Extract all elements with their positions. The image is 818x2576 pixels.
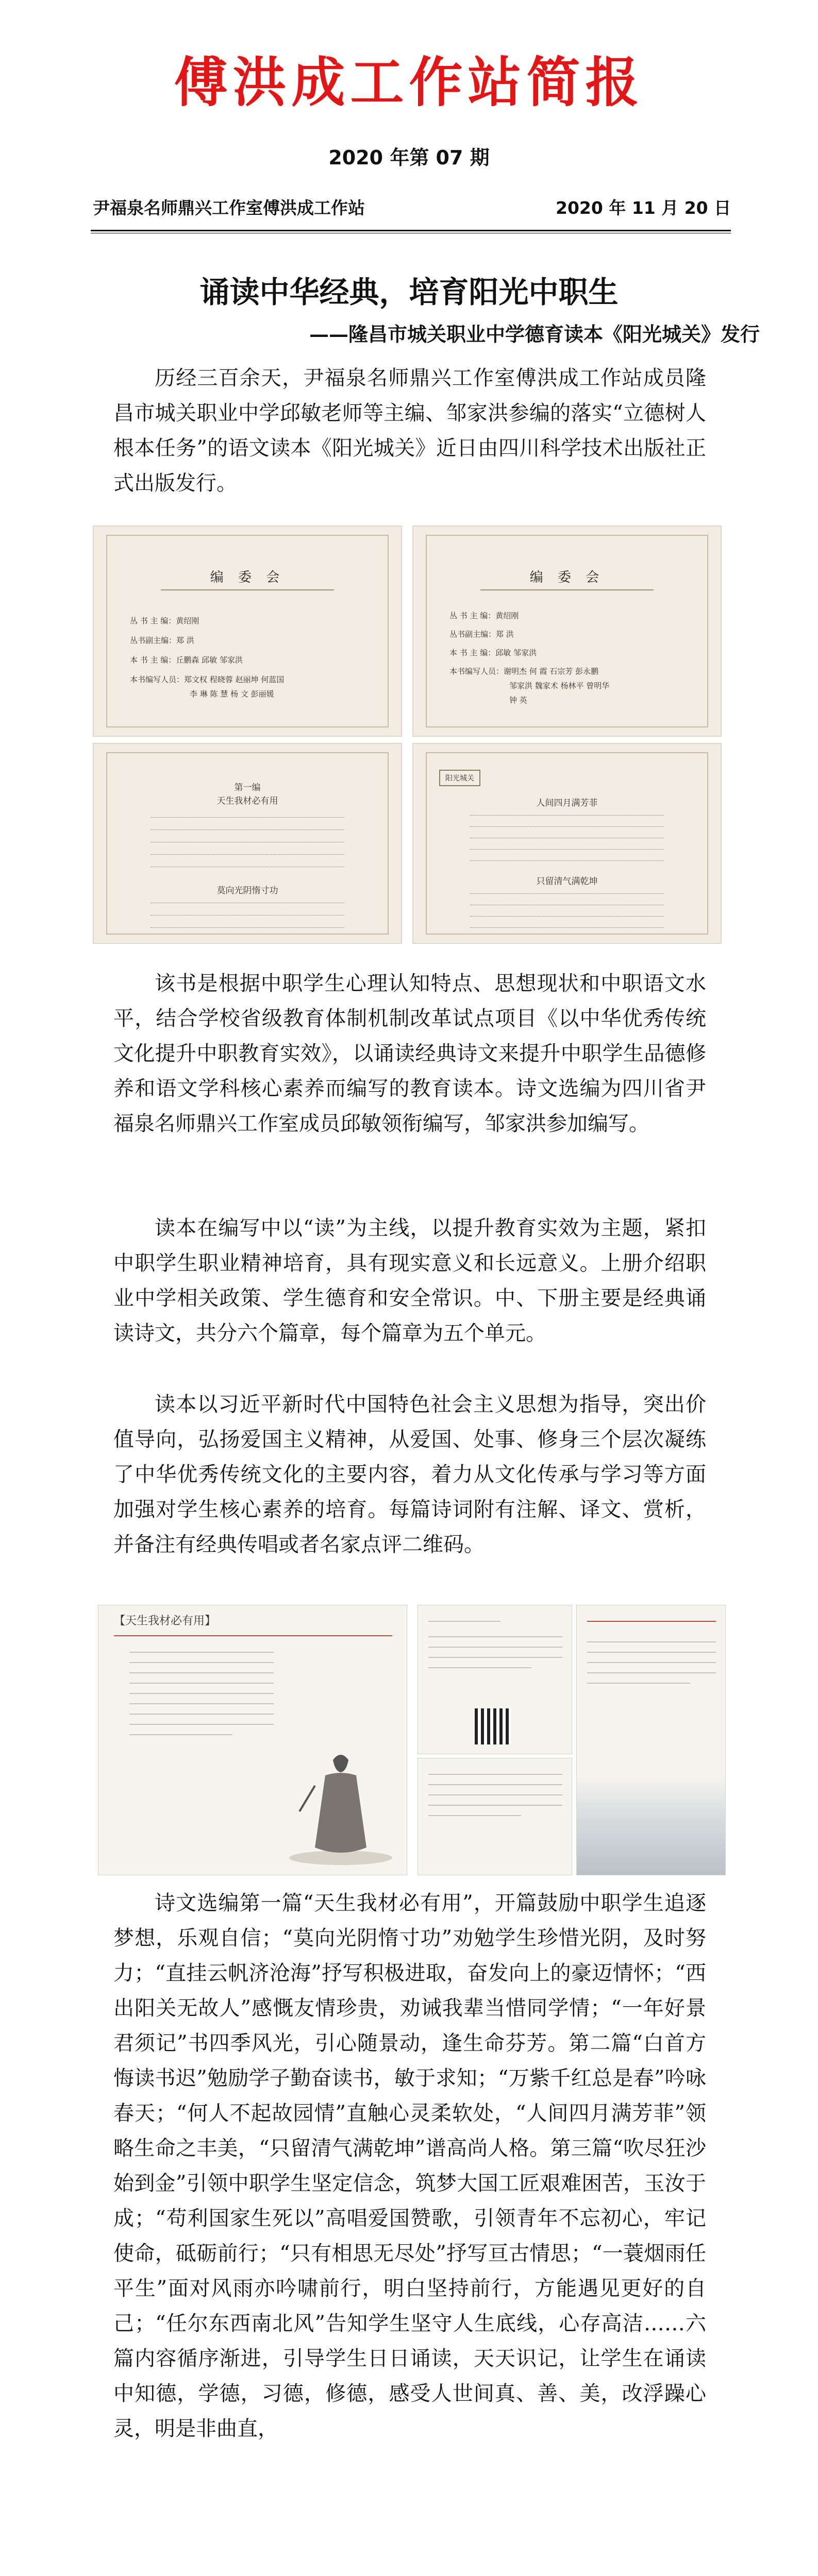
ink-figure-illustration xyxy=(284,1739,397,1868)
article-paragraph: 诗文选编第一篇“天生我材必有用”，开篇鼓励中职学生追逐梦想，乐观自信；“莫向光阴惰寸功”劝勉学生珍惜光阴，及时努力；“直挂云帆济沧海”抒写积极进取，奋发向上的豪迈情怀；“西出阳关无故人”感慨友情珍贵，劝诫我辈当惜同学情；“一年好景君须记”书四季风光，引心随景动，逢生命芬芳。第二篇“白首方悔读书迟”勉励学子勤奋读书，敏于求知；“万紫千红总是春”吟咏春天；“何人不起故园情”直触心灵柔软处，“人间四月满芳菲”领略生命之丰美，“只留清气满乾坤”谱高尚人格。第三篇“吹尽狂沙始到金”引领中职学生坚定信念，筑梦大国工匠艰难困苦，玉汝于成；“苟利国家生死以”高唱爱国赞歌，引领青年不忘初心，牢记使命，砥砺前行；“只有相思无尽处”抒写亘古情思；“一蓑烟雨任平生”面对风雨亦吟啸前行，明白坚持前行，方能遇见更好的自己；“任尔东西南北风”告知学生坚守人生底线，心存高洁……六篇内容循序渐进，引导学生日日诵读，天天识记，让学生在诵读中知德，学德，习德，修德，感受人世间真、善、美，改浮躁心灵，明是非曲直， xyxy=(113,1891,706,2441)
article-paragraph: 读本以习近平新时代中国特色社会主义思想为指导，突出价值导向，弘扬爱国主义精神，从爱国、处事、修身三个层次凝练了中华优秀传统文化的主要内容，着力从文化传承与学习等方面加强对学生核心素养的培育。每篇诗词附有注解、译文、赏析，并备注有经典传唱或者名家点评二维码。 xyxy=(113,1393,706,1556)
editorial-credit: 邹家洪 魏家术 杨林平 曾明华 xyxy=(509,681,610,690)
editorial-title: 编 委 会 xyxy=(529,570,605,585)
publisher-line: 尹福泉名师鼎兴工作室傅洪成工作站 xyxy=(93,198,365,218)
photo-editorial-page-left xyxy=(93,526,402,737)
newsletter-masthead: 傅洪成工作站简报 xyxy=(174,50,644,114)
photo-lesson-page xyxy=(98,1605,407,1875)
qr-code-icon xyxy=(475,1708,511,1744)
landscape-illustration xyxy=(577,1775,726,1875)
article-paragraph: 读本在编写中以“读”为主线，以提升教育实效为主题，紧扣中职学生职业精神培育，具有现实意义和长远意义。上册介绍职业中学相关政策、学生德育和安全常识。中、下册主要是经典诵读诗文，共分六个篇章，每个篇章为五个单元。 xyxy=(113,1216,706,1345)
issue-number: 2020 年第 07 期 xyxy=(328,146,490,169)
toc-section-heading: 第一编 xyxy=(234,783,261,793)
editorial-title: 编 委 会 xyxy=(210,570,285,585)
photo-lesson-page-3 xyxy=(576,1605,726,1875)
editorial-credit: 钟 英 xyxy=(509,696,527,705)
editorial-credit: 本 书 主 编：丘鹏森 邱敏 邹家洪 xyxy=(130,655,243,665)
photo-editorial-page-right xyxy=(412,526,722,737)
toc-section-title: 天生我材必有用 xyxy=(216,796,278,806)
publish-date: 2020 年 11 月 20 日 xyxy=(556,198,731,218)
editorial-credit: 丛 书 主 编：黄绍刚 xyxy=(449,611,519,620)
photo-toc-page-left xyxy=(93,743,402,944)
header-divider xyxy=(91,230,731,231)
editorial-credit: 丛书副主编：郑 洪 xyxy=(449,630,514,639)
editorial-credit: 本 书 主 编：邱敏 邹家洪 xyxy=(449,648,537,657)
toc-section-title: 只留清气满乾坤 xyxy=(536,876,598,887)
photo-toc-page-right xyxy=(412,743,722,944)
editorial-credit: 本书编写人员：郑文权 程晓蓉 赵丽坤 何蓝国 xyxy=(130,675,285,684)
editorial-credit: 李 琳 陈 慧 杨 文 彭丽媛 xyxy=(190,689,274,699)
photo-lesson-page-2 xyxy=(418,1758,572,1875)
editorial-credit: 本书编写人员：谢明杰 何 霞 石宗芳 彭永鹏 xyxy=(449,667,599,676)
editorial-credit: 丛 书 主 编：黄绍刚 xyxy=(130,616,199,625)
toc-section-title: 莫向光阴惰寸功 xyxy=(216,886,278,896)
article-title: 诵读中华经典，培育阳光中职生 xyxy=(199,275,619,310)
toc-section-title: 人间四月满芳菲 xyxy=(536,798,598,808)
editorial-credit: 丛书副主编：郑 洪 xyxy=(130,636,194,645)
book-logo: 阳光城关 xyxy=(439,770,480,786)
article-paragraph: 该书是根据中职学生心理认知特点、思想现状和中职语文水平，结合学校省级教育体制机制改革试点项目《以中华优秀传统文化提升中职教育实效》，以诵读经典诗文来提升中职学生品德修养和语文学科核心素养而编写的教育读本。诗文选编为四川省尹福泉名师鼎兴工作室成员邱敏领衔编写，邹家洪参加编写。 xyxy=(113,972,706,1136)
article-paragraph: 历经三百余天，尹福泉名师鼎兴工作室傅洪成工作站成员隆昌市城关职业中学邱敏老师等主编、邹家洪参编的落实“立德树人根本任务”的语文读本《阳光城关》近日由四川科学技术出版社正式出版发行。 xyxy=(113,366,706,495)
article-subtitle: ——隆昌市城关职业中学德育读本《阳光城关》发行 xyxy=(309,323,760,346)
lesson-title: 【天生我材必有用】 xyxy=(114,1615,216,1628)
photo-qrcode-page xyxy=(418,1605,572,1754)
